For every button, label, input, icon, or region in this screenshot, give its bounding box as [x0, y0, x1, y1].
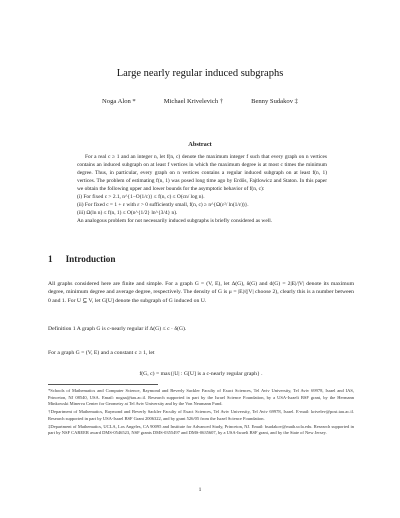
page-number: 1 [198, 487, 202, 493]
author-list [0, 98, 400, 105]
display-formula [48, 370, 354, 378]
footnote: ‡Department of Mathematics, UCLA, Los Angeles, CA 90095 and Institute for Advanced Study, Princeton, NJ. Email: bsudakov@math.ucla.edu. Research supported in part by NSF CAREER award DMS-0546523, NSF grants DMS-0355497 and DMS-0635607, by a USA-Israeli BSF grant, and by the State of New Jersey. [48, 423, 354, 436]
intro-paragraph [48, 280, 354, 305]
abstract-body [77, 153, 327, 225]
abstract-item: (ii) For fixed c = 1 + ε with ε > 0 sufficiently small, f(n, c) ≥ n^{Ω(ε²/ ln(1/ε))}. [77, 202, 249, 208]
footnotes [48, 388, 354, 438]
section-title: Introduction [65, 254, 116, 264]
abstract-item: (iii) Ω(ln n) ≤ f(n, 1) ≤ O(n^{1/2} ln^{3/4} n). [77, 210, 178, 216]
footnote: †Department of Mathematics, Raymond and Beverly Sackler Faculty of Exact Sciences, Tel Aviv University, Tel Aviv 69978, Israel. E-mail: krivelev@post.tau.ac.il. Research supported in part by USA-Israel BSF Grant 2006322, and by grant 526/05 from the Israel Science Foundation. [48, 409, 354, 421]
author-name: Benny Sudakov ‡ [251, 98, 298, 105]
paper-title: Large nearly regular induced subgraphs [116, 68, 284, 79]
author-name: Noga Alon * [102, 98, 136, 105]
abstract-paragraph: For a real c ≥ 1 and an integer n, let f(n, c) denote the maximum integer f such that every graph on n vertices contains an induced subgraph on at least f vertices in which the maximum degree is at most c times the minimum degree. Thus, in particular, every graph on n vertices contains a regular induced subgraph on at least f(n, 1) vertices. The problem of estimating f(n, 1) was posed long time ago by Erdős, Fajtlowicz and Staton. In this paper we obtain the following upper and lower bounds for the asymptotic behavior of f(n, c): [77, 154, 327, 192]
abstract-heading: Abstract [188, 141, 212, 148]
definition-block [48, 325, 354, 333]
author-name: Michael Krivelevich † [163, 98, 224, 105]
footnote-divider [48, 384, 158, 385]
formula-text: f(G, c) = max{|U| : G[U] is a c-nearly regular graph} . [139, 371, 263, 377]
abstract-item: (i) For fixed c > 2.1, n^{1−O(1/c)} ≤ f(n, c) ≤ O(cn/ log n). [77, 194, 205, 200]
intro-text: All graphs considered here are finite and simple. For a graph G = (V, E), let Δ(G), δ(G) and d(G) = 2|E|/|V| denote its maximum degree, minimum degree and average degree, respectively. The density of G is μ = |E|/(|V| choose 2), clearly this is a number between 0 and 1. For U ⊆ V, let G[U] denote the subgraph of G induced on U. [48, 281, 354, 304]
abstract-closing: An analogous problem for not necessarily induced subgraphs is briefly considered as well. [77, 218, 273, 224]
graph-intro-text: For a graph G = (V, E) and a constant c ≥ 1, let [48, 350, 155, 356]
section-number: 1 [48, 254, 53, 264]
section-heading [48, 254, 115, 264]
definition-text: Definition 1 A graph G is c-nearly regular if Δ(G) ≤ c · δ(G). [48, 326, 187, 332]
footnote: *Schools of Mathematics and Computer Science, Raymond and Beverly Sackler Faculty of Exact Sciences, Tel Aviv University, Tel Aviv 69978, Israel and IAS, Princeton, NJ 08540, USA. Email: nogaa@tau.ac.il. Research supported in part by the Israel Science Foundation, by a USA-Israeli BSF grant, by the Hermann Minkowski Minerva Center for Geometry at Tel Aviv University and by the Von Neumann Fund. [48, 388, 354, 407]
graph-intro [48, 349, 354, 357]
